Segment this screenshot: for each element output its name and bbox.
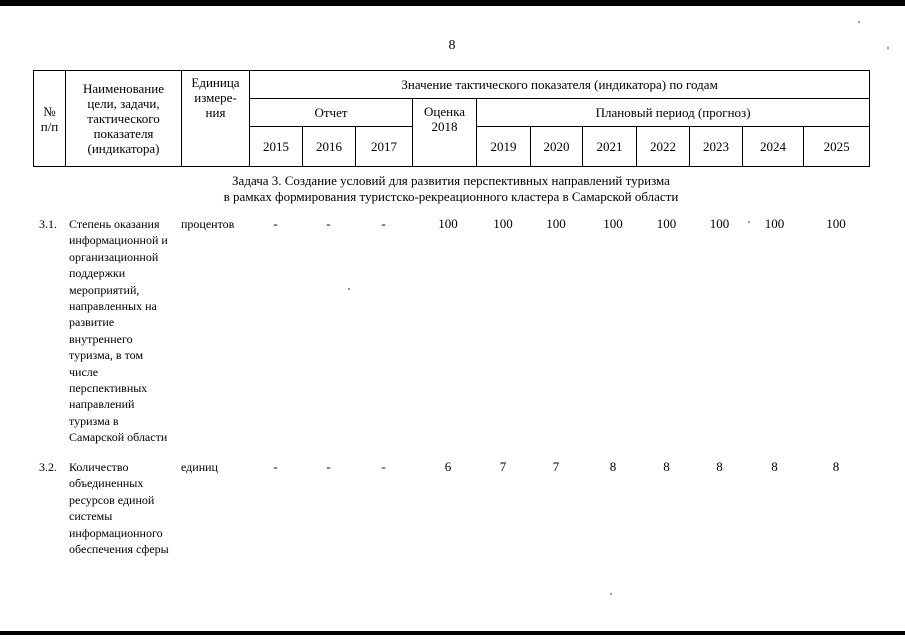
header-year: 2016 (303, 127, 356, 167)
row-name-line: Степень оказания (69, 217, 160, 231)
header-name-line: показателя (93, 126, 154, 141)
header-estimate (413, 99, 477, 167)
row-name-line: Самарской области (69, 430, 168, 445)
row-name-line: развитие (69, 315, 115, 330)
row-value: 7 (552, 459, 560, 474)
row-value: 8 (771, 459, 778, 474)
row-name-line: объединенных (69, 476, 144, 491)
row-name-line: информационного (69, 525, 163, 540)
indicator-table-header (33, 70, 870, 167)
scan-speck (348, 288, 350, 290)
header-year: 2024 (743, 127, 804, 167)
row-value: 8 (716, 459, 723, 474)
header-year: 2019 (477, 127, 531, 167)
scan-speck (887, 47, 889, 49)
row-unit: процентов (181, 217, 235, 231)
header-name-line: тактического (87, 111, 160, 126)
scan-speck (748, 221, 750, 223)
header-unit-line: ния (205, 105, 226, 120)
task-heading (33, 173, 869, 205)
row-value: 100 (709, 216, 730, 231)
header-col-name (66, 71, 182, 167)
header-report: Отчет (250, 99, 413, 127)
bottom-border-line (0, 631, 905, 635)
row-name-line: системы (69, 509, 113, 524)
header-values-title: Значение тактического показателя (индикатора) по годам (250, 71, 870, 99)
row-value: 100 (656, 216, 677, 231)
row-indicator-name (69, 216, 211, 446)
header-year: 2020 (531, 127, 583, 167)
row-name-line: направленных на (69, 299, 157, 314)
row-name-line: числе (69, 364, 99, 379)
row-value: 6 (444, 459, 452, 474)
row-name-line: направлений (69, 397, 135, 412)
row-name-line: информационной и (69, 233, 168, 248)
row-name-line: организационной (69, 249, 159, 264)
row-number: 3.1. (39, 217, 57, 231)
row-value: 100 (764, 216, 785, 231)
header-year: 2023 (690, 127, 743, 167)
row-value: 100 (603, 216, 623, 231)
top-border-line (0, 0, 905, 6)
header-estimate-label: Оценка (424, 104, 465, 119)
row-name-line: ресурсов единой (69, 492, 155, 507)
header-name-line: Наименование (83, 81, 164, 96)
row-name-line: перспективных (69, 381, 148, 396)
row-name-line: Количество (69, 460, 129, 474)
header-year: 2025 (804, 127, 870, 167)
row-value: - (273, 216, 278, 231)
header-unit-line: измере- (194, 90, 237, 105)
header-estimate-year: 2018 (431, 119, 458, 134)
row-name-line: туризма, в том (69, 348, 144, 363)
row-name-line: внутреннего (69, 331, 133, 346)
row-value: 100 (438, 216, 458, 231)
task-heading-line: Задача 3. Создание условий для развития перспективных направлений туризма (232, 173, 670, 188)
page-number: 8 (448, 38, 456, 53)
header-plan: Плановый период (прогноз) (477, 99, 870, 127)
header-year: 2022 (637, 127, 690, 167)
row-value: 8 (663, 459, 670, 474)
row-value: - (326, 216, 331, 231)
row-value: - (381, 459, 386, 474)
row-value: 7 (499, 459, 507, 474)
header-number-line: № (43, 103, 56, 119)
row-name-line: обеспечения сферы (69, 542, 169, 557)
header-year: 2017 (356, 127, 413, 167)
scan-speck (858, 21, 860, 23)
scan-speck (610, 593, 612, 595)
row-value: - (273, 459, 278, 474)
header-name-line: (индикатора) (87, 141, 160, 156)
row-number: 3.2. (39, 460, 57, 474)
row-value: 100 (826, 216, 846, 231)
row-unit: единиц (181, 460, 218, 474)
header-number-line: п/п (40, 118, 59, 134)
row-value: 8 (832, 459, 840, 474)
header-year: 2015 (250, 127, 303, 167)
row-value: - (381, 216, 386, 231)
header-year: 2021 (583, 127, 637, 167)
row-name-line: мероприятий, (69, 282, 140, 297)
row-value: 8 (609, 459, 617, 474)
task-heading-line: в рамках формирования туристско-рекреационного кластера в Самарской области (223, 189, 679, 204)
row-name-line: поддержки (69, 266, 126, 281)
header-unit-line: Единица (191, 75, 240, 90)
row-value: 100 (493, 216, 513, 231)
row-value: - (326, 459, 331, 474)
header-name-line: цели, задачи, (87, 96, 160, 111)
header-col-number (34, 71, 66, 167)
row-value: 100 (546, 216, 566, 231)
row-name-line: туризма в (69, 413, 119, 428)
header-col-unit (182, 71, 250, 167)
